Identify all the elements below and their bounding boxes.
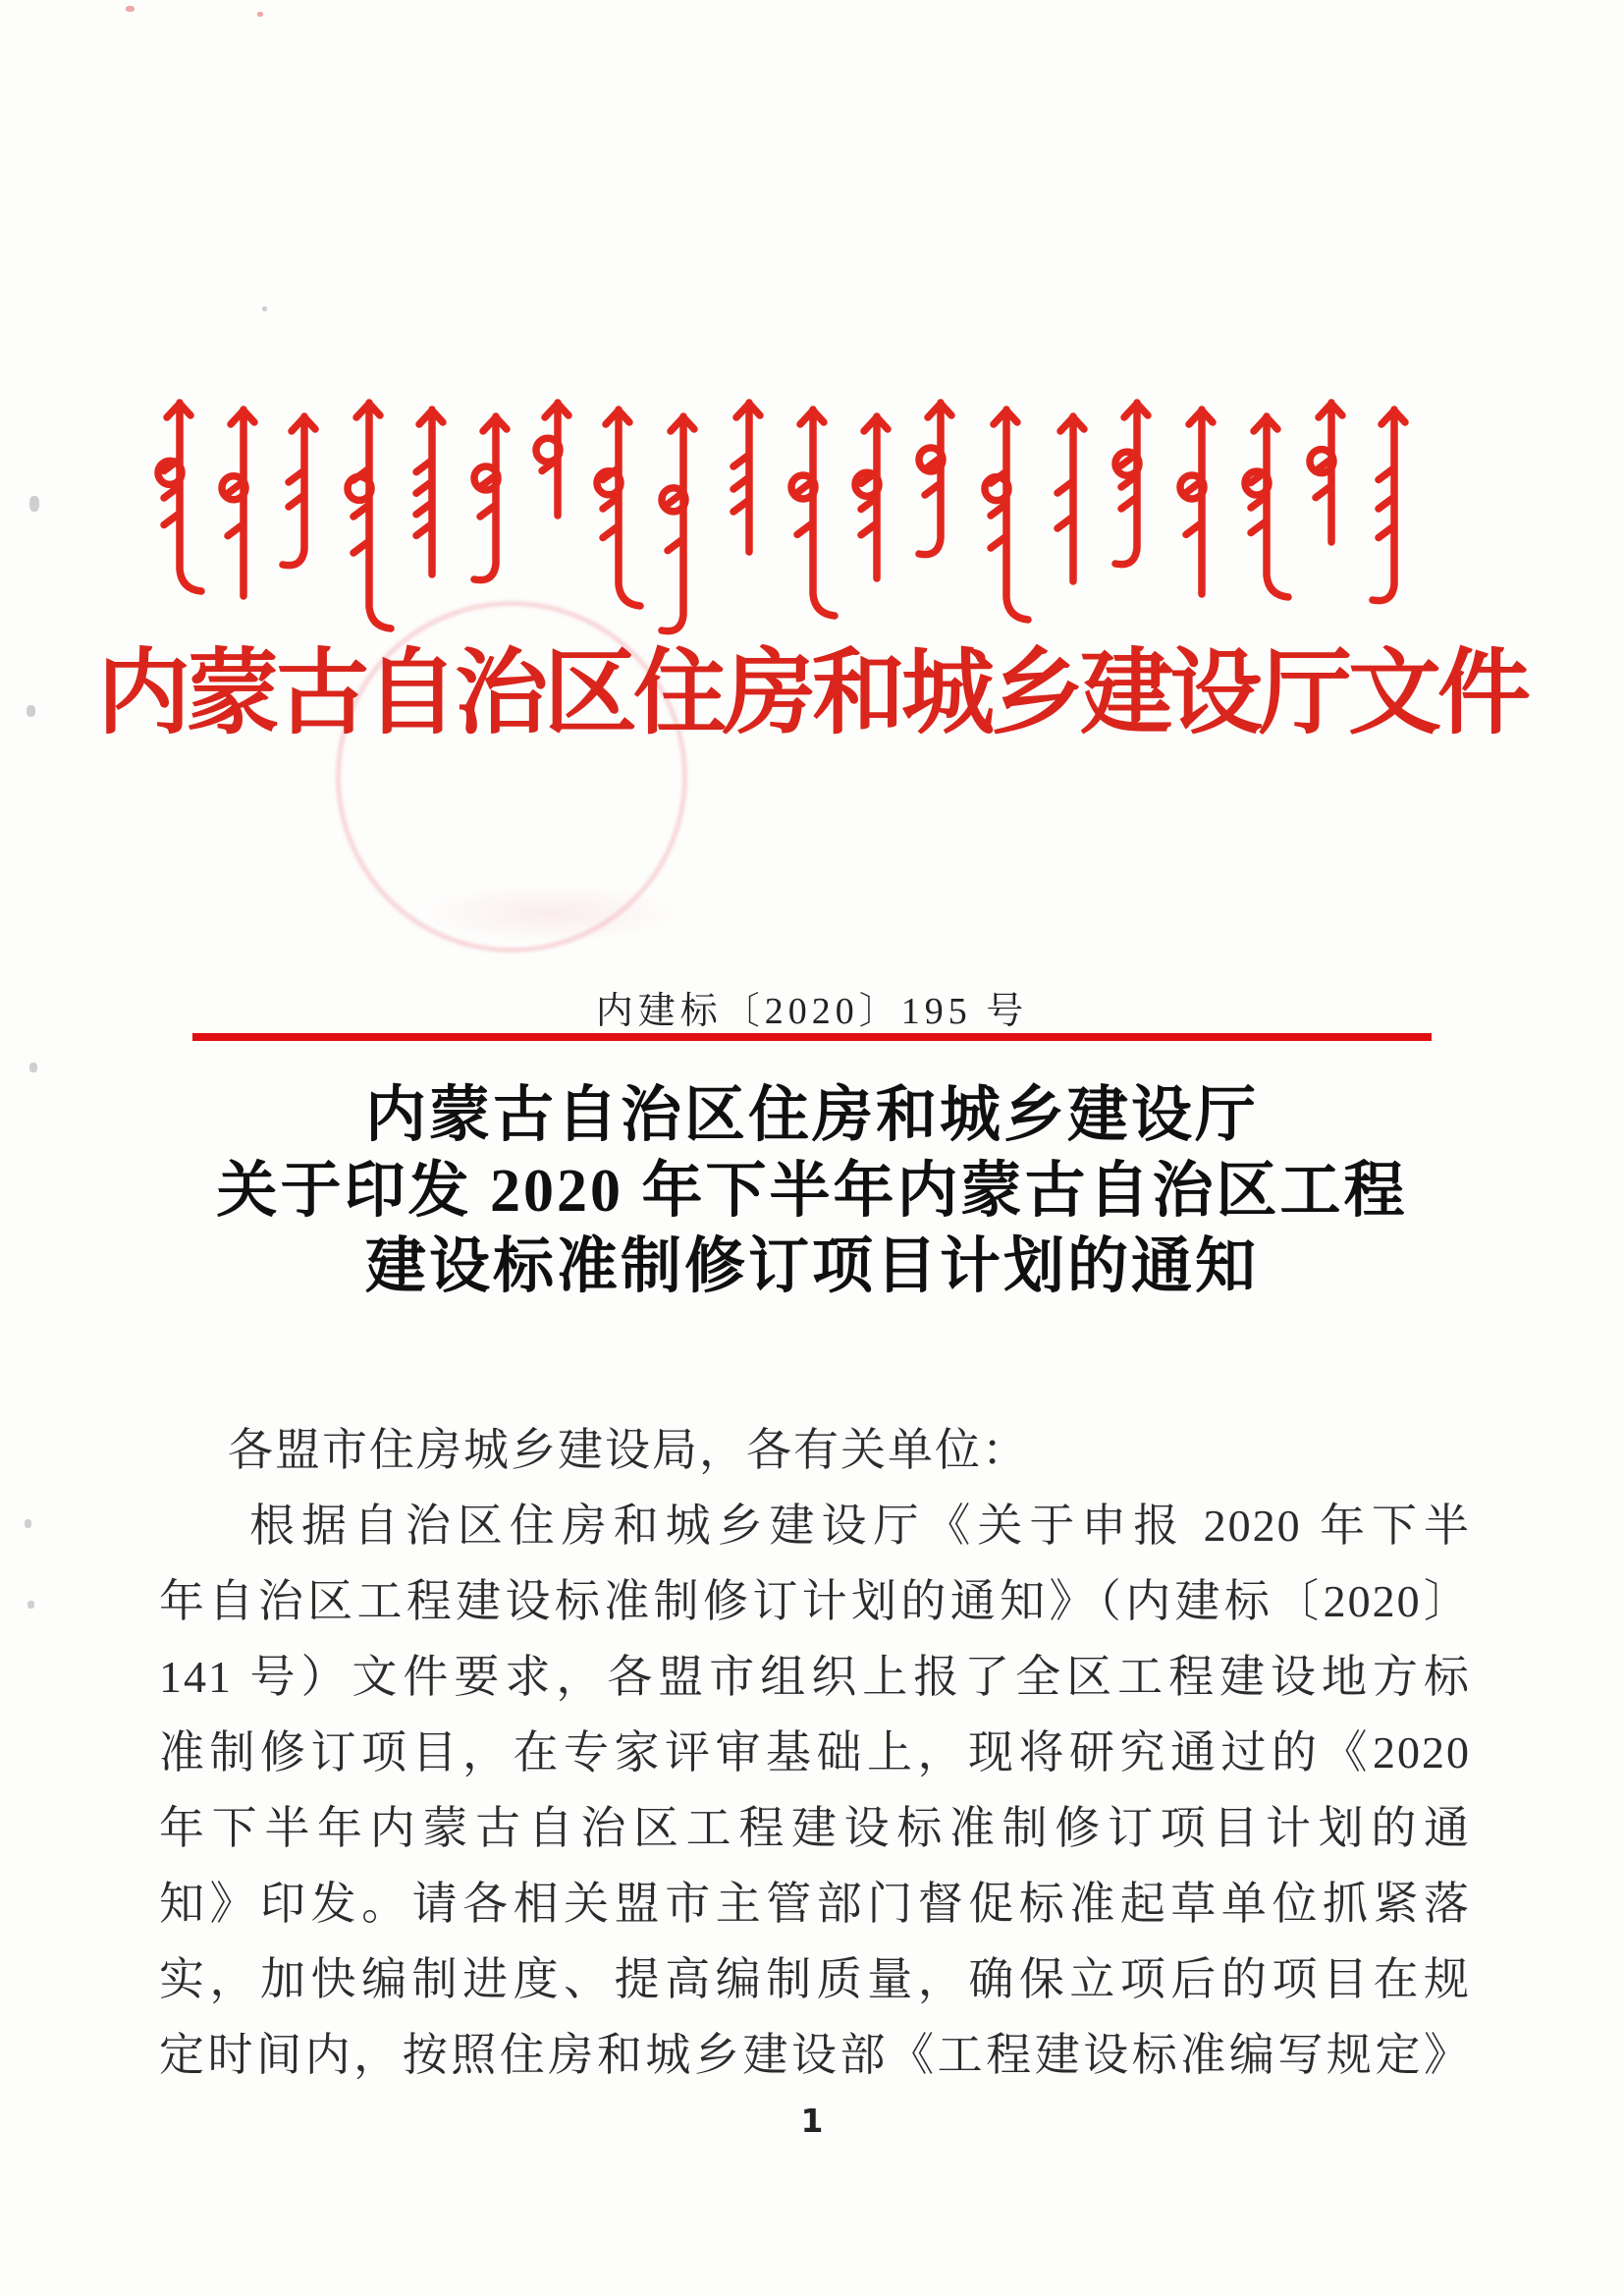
document-title-line: 建设标准制修订项目计划的通知 — [364, 1233, 1259, 1300]
document-title-line: 内蒙古自治区住房和城乡建设厅 — [364, 1082, 1259, 1149]
document-number: 内建标〔2020〕195 号 — [595, 991, 1029, 1032]
body-line: 年自治区工程建设标准制修订计划的通知》（内建标〔2020〕 — [159, 1576, 1471, 1626]
document-title-line: 关于印发 2020 年下半年内蒙古自治区工程 — [216, 1158, 1408, 1225]
body-line: 准制修订项目，在专家评审基础上，现将研究通过的《2020 — [159, 1727, 1471, 1777]
document-title — [0, 1078, 1624, 1305]
document-body — [159, 1412, 1471, 2093]
scan-speck — [29, 1063, 37, 1072]
scan-speck — [25, 1519, 31, 1528]
mongolian-script-banner — [145, 389, 1451, 652]
body-line: 年下半年内蒙古自治区工程建设标准制修订项目计划的通 — [159, 1803, 1471, 1853]
body-line: 141 号）文件要求，各盟市组织上报了全区工程建设地方标 — [159, 1652, 1471, 1702]
official-stamp-smudge — [422, 884, 677, 943]
letterhead-org-title: 内蒙古自治区住房和城乡建设厅文件 — [96, 641, 1527, 745]
body-line: 实，加快编制进度、提高编制质量，确保立项后的项目在规 — [159, 1954, 1471, 2004]
scan-speck — [126, 6, 135, 12]
red-separator-line — [192, 1033, 1432, 1041]
scan-speck — [27, 1601, 34, 1609]
page-number: 1 — [800, 2102, 824, 2140]
scan-speck — [257, 12, 263, 17]
body-line: 知》印发。请各相关盟市主管部门督促标准起草单位抓紧落 — [159, 1879, 1471, 1929]
body-line: 定时间内，按照住房和城乡建设部《工程建设标准编写规定》 — [159, 2030, 1471, 2080]
salutation: 各盟市住房城乡建设局，各有关单位： — [228, 1425, 1029, 1475]
scan-speck — [29, 496, 39, 512]
body-line: 根据自治区住房和城乡建设厅《关于申报 2020 年下半 — [249, 1501, 1471, 1551]
scan-speck — [262, 306, 267, 311]
